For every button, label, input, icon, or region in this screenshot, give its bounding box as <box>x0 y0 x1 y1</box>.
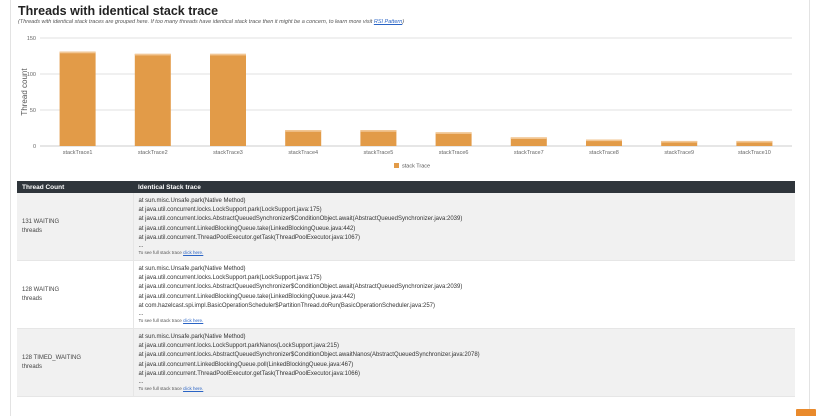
x-tick-label: stackTrace4 <box>288 150 319 156</box>
bar <box>60 52 96 146</box>
stack-trace-ellipsis: ... <box>138 311 144 318</box>
full-stack-trace-link[interactable]: click here. <box>183 318 204 324</box>
scroll-to-top-button[interactable] <box>796 409 816 416</box>
stack-trace-cell <box>133 193 795 261</box>
x-tick-label: stackTrace10 <box>737 150 771 156</box>
stack-trace-line: at sun.misc.Unsafe.park(Native Method) <box>138 198 246 204</box>
bar <box>285 130 321 146</box>
x-tick-label: stackTrace2 <box>137 150 168 156</box>
stack-trace-line: at java.util.concurrent.locks.AbstractQueuedSynchronizer$ConditionObject.awaitNanos(AbstractQueuedSynchronizer.java:2078) <box>138 352 480 359</box>
x-tick-label: stackTrace8 <box>589 150 619 156</box>
full-stack-trace-text: To see full stack trace <box>138 318 184 324</box>
stack-trace-line: at java.util.concurrent.LinkedBlockingQueue.take(LinkedBlockingQueue.java:442) <box>138 293 356 300</box>
subtitle-close: ) <box>402 19 405 25</box>
full-stack-trace-note <box>139 317 796 325</box>
stack-trace-line: at java.util.concurrent.ThreadPoolExecutor.getTask(ThreadPoolExecutor.java:1066) <box>138 370 360 377</box>
stack-trace-line: at java.util.concurrent.ThreadPoolExecutor.getTask(ThreadPoolExecutor.java:1067) <box>138 234 360 241</box>
bar-highlight <box>60 52 96 54</box>
x-tick-label: stackTrace1 <box>62 150 93 156</box>
stack-trace-cell <box>133 329 795 397</box>
stack-trace-line: at java.util.concurrent.locks.AbstractQueuedSynchronizer$ConditionObject.await(AbstractQueuedSynchronizer.java:2039) <box>138 284 463 291</box>
thread-count-unit: threads <box>22 363 43 370</box>
table-row <box>17 329 795 397</box>
stack-trace-line: at java.util.concurrent.locks.AbstractQueuedSynchronizer$ConditionObject.await(AbstractQueuedSynchronizer.java:2039) <box>138 216 463 223</box>
table-row <box>17 193 795 261</box>
thread-count-unit: threads <box>22 295 43 302</box>
stack-trace-line: at com.hazelcast.spi.impl.BasicOperationScheduler$PartitionThread.doRun(BasicOperationScheduler.java:257) <box>138 302 435 309</box>
x-tick-label: stackTrace7 <box>513 150 544 156</box>
bar-highlight <box>360 130 396 132</box>
full-stack-trace-link[interactable]: click here. <box>183 386 204 392</box>
thread-count-bar-chart <box>10 28 800 178</box>
y-tick-label: 100 <box>26 72 36 78</box>
thread-count-cell <box>17 193 133 261</box>
rsi-pattern-link[interactable]: RSI Pattern <box>373 19 403 25</box>
thread-count-unit: threads <box>22 227 43 234</box>
stack-trace-line: at java.util.concurrent.locks.LockSupport.park(LockSupport.java:175) <box>138 275 322 282</box>
bar <box>210 54 246 146</box>
table-row <box>17 261 795 329</box>
bar <box>135 54 171 146</box>
stack-trace-line: at java.util.concurrent.LinkedBlockingQueue.poll(LinkedBlockingQueue.java:467) <box>138 361 354 368</box>
thread-count-cell <box>17 329 133 397</box>
x-tick-label: stackTrace6 <box>438 150 469 156</box>
full-stack-trace-note <box>139 249 796 257</box>
full-stack-trace-text: To see full stack trace <box>138 250 184 256</box>
page-subtitle <box>18 19 404 25</box>
stack-trace-cell <box>133 261 795 329</box>
x-tick-label: stackTrace3 <box>213 150 243 156</box>
bar <box>436 132 472 146</box>
bar-highlight <box>436 132 472 134</box>
stack-trace-ellipsis: ... <box>138 379 144 386</box>
y-tick-label: 50 <box>29 108 36 114</box>
stack-trace-table <box>17 181 795 397</box>
stack-trace-line: at sun.misc.Unsafe.park(Native Method) <box>138 334 246 341</box>
bar-highlight <box>210 54 246 56</box>
table-header-row <box>17 181 795 193</box>
bar-highlight <box>586 140 622 142</box>
bar-highlight <box>135 54 171 56</box>
table-body <box>17 193 795 397</box>
thread-count-cell <box>17 261 133 329</box>
thread-count-state: 128 TIMED_WAITING <box>22 354 82 361</box>
header-identical-stack-trace: Identical Stack trace <box>133 181 795 193</box>
stack-trace-line: at java.util.concurrent.locks.LockSupport.parkNanos(LockSupport.java:215) <box>138 343 339 350</box>
thread-count-state: 128 WAITING <box>22 286 60 293</box>
legend-swatch <box>394 163 399 168</box>
thread-count-state: 131 WAITING <box>22 218 60 225</box>
stack-trace-ellipsis: ... <box>138 243 144 250</box>
bar-highlight <box>736 141 772 143</box>
bar <box>360 130 396 146</box>
full-stack-trace-note <box>139 385 796 393</box>
stack-trace-line: at java.util.concurrent.LinkedBlockingQueue.take(LinkedBlockingQueue.java:442) <box>138 225 356 232</box>
legend-label: stack Trace <box>402 163 431 170</box>
y-axis-label: Thread count <box>20 68 29 116</box>
header-thread-count: Thread Count <box>17 181 133 193</box>
y-tick-label: 150 <box>26 36 36 42</box>
stack-trace-table-wrapper <box>17 181 795 397</box>
full-stack-trace-text: To see full stack trace <box>138 386 184 392</box>
bar-highlight <box>511 137 547 139</box>
bar-highlight <box>661 141 697 143</box>
bar-highlight <box>285 130 321 132</box>
y-tick-label: 0 <box>32 144 36 150</box>
x-tick-label: stackTrace5 <box>363 150 394 156</box>
page-title: Threads with identical stack trace <box>18 4 219 18</box>
stack-trace-line: at java.util.concurrent.locks.LockSupport.park(LockSupport.java:175) <box>138 207 322 214</box>
subtitle-text: (Threads with identical stack traces are grouped here. If too many threads have identical stack trace then it might be a concern, to learn more visit <box>18 19 374 25</box>
stack-trace-line: at sun.misc.Unsafe.park(Native Method) <box>138 266 246 273</box>
x-tick-label: stackTrace9 <box>664 150 695 156</box>
full-stack-trace-link[interactable]: click here. <box>183 250 204 256</box>
